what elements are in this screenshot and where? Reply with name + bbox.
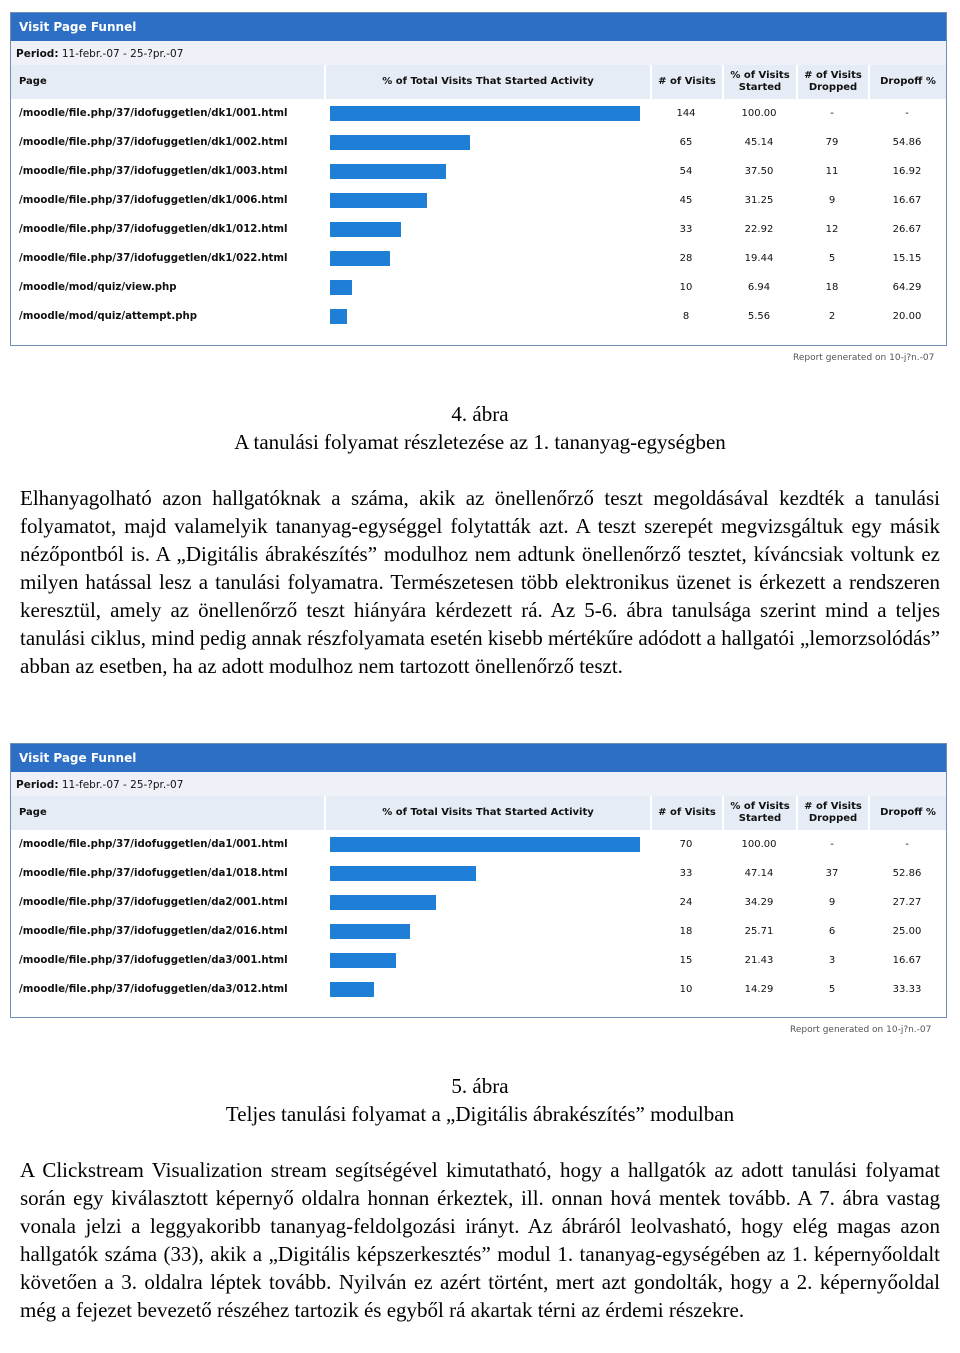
dropoff-value: 33.33 [892,984,922,995]
col-header-pct-total: % of Total Visits That Started Activity [324,796,650,830]
visits-value: 65 [679,137,693,148]
col-header-page: Page [11,796,324,830]
page-path: /moodle/file.php/37/idofuggetlen/dk1/002.html [19,137,288,148]
col-header-pct-started: % of Visits Started [722,796,796,830]
dropoff-value: 52.86 [892,868,922,879]
visits-value: 8 [682,311,690,322]
col-header-dropoff: Dropoff % [868,65,946,99]
dropoff-value: - [905,839,909,850]
funnel-report-1 [10,12,947,346]
dropped-value: 79 [825,137,839,148]
visits-value: 15 [679,955,693,966]
table-row [11,99,946,128]
funnel-table [11,65,946,331]
page-path: /moodle/file.php/37/idofuggetlen/da2/016.html [19,926,288,937]
dropoff-value: 27.27 [892,897,922,908]
figure-caption-number-1: 4. ábra [451,402,509,426]
table-row [11,215,946,244]
dropped-value: 5 [828,253,836,264]
dropped-value: 9 [828,195,836,206]
dropped-value: 5 [828,984,836,995]
bar-cell [324,157,650,186]
period-label: Period: [16,779,59,791]
bar-cell [324,830,650,859]
dropped-value: 12 [825,224,839,235]
pct-started-value: 22.92 [744,224,774,235]
visits-value: 33 [679,224,693,235]
visits-value: 70 [679,839,693,850]
col-header-dropped: # of Visits Dropped [796,796,868,830]
table-row [11,273,946,302]
bar-cell [324,244,650,273]
page-path: /moodle/file.php/37/idofuggetlen/da3/012.html [19,984,288,995]
table-row [11,888,946,917]
table-row [11,128,946,157]
page-path: /moodle/file.php/37/idofuggetlen/dk1/003.html [19,166,288,177]
col-header-pct-started: % of Visits Started [722,65,796,99]
pct-started-value: 25.71 [744,926,774,937]
pct-started-value: 100.00 [741,108,777,119]
table-header-row [11,796,946,830]
dropoff-value: 16.67 [892,195,922,206]
pct-started-value: 37.50 [744,166,774,177]
pct-started-value: 100.00 [741,839,777,850]
funnel-title: Visit Page Funnel [11,744,946,772]
funnel-bar [330,135,470,150]
dropped-value: 6 [828,926,836,937]
visits-value: 10 [679,984,693,995]
dropoff-value: 16.67 [892,955,922,966]
body-paragraph-2: A Clickstream Visualization stream segítségével kimutatható, hogy a hallgatók az adott tanulási folyamat során egy kiválasztott képernyő oldalra honnan érkeztek, ill. onnan hová mentek tovább. A 7. ábra vastag vonala jelzi a leggyakoribb tananyag-feldolgozási irányt. Az ábráról leolvasható, hogy elég magas azon hallgatók száma (33), akik a „Digitális képszerkesztés” modul 1. tananyag-egységében az 1. képernyőoldalt követően a 3. oldalra léptek tovább. Nyilván ez azért történt, mert azt gondolták, hogy a 2. képernyőoldal még a fejezet bevezető részéhez tartozik és egyből rá akartak térni az érdemi részekre. [20,1158,940,1322]
col-header-page: Page [11,65,324,99]
report-generated-1: Report generated on 10-j?n.-07 [793,353,935,363]
funnel-bar [330,837,640,852]
pct-started-value: 21.43 [744,955,774,966]
funnel-table [11,796,946,1004]
dropped-value: - [830,108,834,119]
page-path: /moodle/mod/quiz/view.php [19,282,177,293]
page-path: /moodle/file.php/37/idofuggetlen/da1/001.html [19,839,288,850]
bar-cell [324,99,650,128]
bar-cell [324,215,650,244]
table-row [11,186,946,215]
dropped-value: 2 [828,311,836,322]
pct-started-value: 47.14 [744,868,774,879]
pct-started-value: 45.14 [744,137,774,148]
funnel-bar [330,866,476,881]
funnel-bar [330,280,352,295]
figure-caption-text-1: A tanulási folyamat részletezése az 1. tananyag-egységben [234,430,726,454]
dropped-value: 11 [825,166,839,177]
col-header-visits: # of Visits [650,796,722,830]
table-row [11,859,946,888]
pct-started-value: 31.25 [744,195,774,206]
visits-value: 10 [679,282,693,293]
bar-cell [324,946,650,975]
col-header-dropped: # of Visits Dropped [796,65,868,99]
bar-cell [324,975,650,1004]
funnel-bar [330,982,374,997]
funnel-table-body [11,830,946,1004]
pct-started-value: 19.44 [744,253,774,264]
funnel-report-2 [10,743,947,1018]
visits-value: 24 [679,897,693,908]
pct-started-value: 5.56 [747,311,771,322]
report-generated-2: Report generated on 10-j?n.-07 [790,1025,932,1035]
table-row [11,302,946,331]
dropoff-value: 54.86 [892,137,922,148]
funnel-bar [330,924,410,939]
visits-value: 54 [679,166,693,177]
bar-cell [324,186,650,215]
funnel-title: Visit Page Funnel [11,13,946,41]
page-path: /moodle/mod/quiz/attempt.php [19,311,198,322]
visits-value: 144 [676,108,696,119]
visits-value: 33 [679,868,693,879]
bar-cell [324,859,650,888]
table-row [11,830,946,859]
dropoff-value: 20.00 [892,311,922,322]
page-path: /moodle/file.php/37/idofuggetlen/dk1/001.html [19,108,288,119]
dropoff-value: 25.00 [892,926,922,937]
funnel-bar [330,895,436,910]
col-header-visits: # of Visits [650,65,722,99]
pct-started-value: 34.29 [744,897,774,908]
dropped-value: - [830,839,834,850]
period-label: Period: [16,48,59,60]
bar-cell [324,917,650,946]
funnel-bar [330,164,446,179]
visits-value: 28 [679,253,693,264]
table-row [11,244,946,273]
dropped-value: 37 [825,868,839,879]
dropped-value: 9 [828,897,836,908]
bar-cell [324,888,650,917]
dropped-value: 3 [828,955,836,966]
table-row [11,946,946,975]
dropoff-value: 26.67 [892,224,922,235]
figure-caption-text-2: Teljes tanulási folyamat a „Digitális ábrakészítés” modulban [225,1102,735,1126]
page-path: /moodle/file.php/37/idofuggetlen/dk1/022.html [19,253,288,264]
dropoff-value: 15.15 [892,253,922,264]
dropoff-value: - [905,108,909,119]
dropped-value: 18 [825,282,839,293]
table-row [11,917,946,946]
page-path: /moodle/file.php/37/idofuggetlen/dk1/012.html [19,224,288,235]
visits-value: 45 [679,195,693,206]
funnel-bar [330,309,347,324]
dropoff-value: 64.29 [892,282,922,293]
pct-started-value: 14.29 [744,984,774,995]
funnel-period [11,41,946,65]
page-path: /moodle/file.php/37/idofuggetlen/da3/001.html [19,955,288,966]
funnel-period [11,772,946,796]
table-row [11,157,946,186]
visits-value: 18 [679,926,693,937]
body-paragraph-1: Elhanyagolható azon hallgatóknak a száma, akik az önellenőrző teszt megoldásával kezdték a tanulási folyamatot, majd valamelyik tananyag-egységgel folytatták azt. A teszt szerepét megvizsgáltuk egy másik nézőpontból is. A „Digitális ábrakészítés” modulhoz nem adtunk önellenőrző tesztet, kíváncsiak voltunk ez milyen hatással lesz a tanulási folyamatra. Természetesen több elektronikus üzenet is érkezett a rendszeren keresztül, amely az önellenőrző teszt hiányára kérdezett rá. Az 5-6. ábra tanulsága szerint mind a teljes tanulási ciklus, mind pedig annak részfolyamata esetén kisebb mértékűre adódott a hallgatói „lemorzsolódás” abban az esetben, ha az adott modulhoz nem tartozott önellenőrző teszt. [20,486,940,678]
funnel-table-body [11,99,946,331]
bar-cell [324,128,650,157]
period-value: 11-febr.-07 - 25-?pr.-07 [61,779,184,791]
bar-cell [324,273,650,302]
page-path: /moodle/file.php/37/idofuggetlen/dk1/006.html [19,195,288,206]
table-header-row [11,65,946,99]
funnel-bar [330,193,427,208]
col-header-dropoff: Dropoff % [868,796,946,830]
pct-started-value: 6.94 [747,282,771,293]
funnel-bar [330,106,640,121]
funnel-bar [330,953,396,968]
page-path: /moodle/file.php/37/idofuggetlen/da2/001.html [19,897,288,908]
table-row [11,975,946,1004]
page-path: /moodle/file.php/37/idofuggetlen/da1/018.html [19,868,288,879]
period-value: 11-febr.-07 - 25-?pr.-07 [61,48,184,60]
dropoff-value: 16.92 [892,166,922,177]
bar-cell [324,302,650,331]
col-header-pct-total: % of Total Visits That Started Activity [324,65,650,99]
figure-caption-number-2: 5. ábra [451,1074,509,1098]
funnel-bar [330,251,390,266]
funnel-bar [330,222,401,237]
